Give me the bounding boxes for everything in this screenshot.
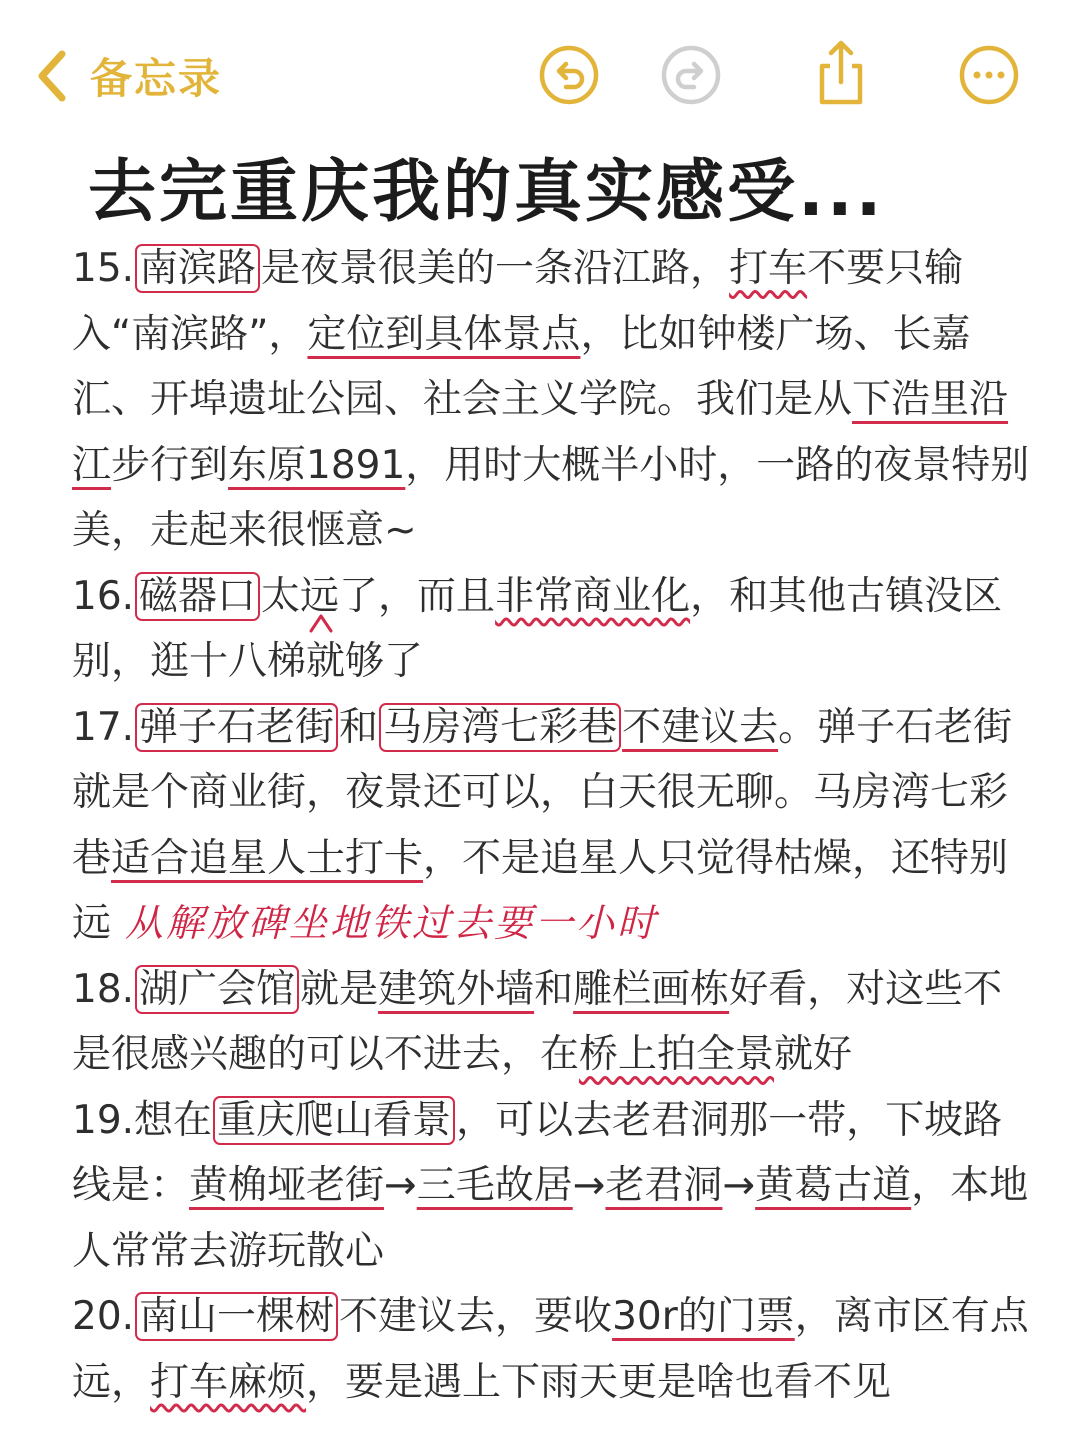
- chevron-left-icon: [34, 48, 68, 104]
- text: ，可以去老君洞那一带，下坡路线是：: [72, 1097, 1003, 1208]
- arrow: →: [384, 1163, 417, 1208]
- underline-highlight: 黄葛古道: [755, 1163, 912, 1208]
- note-item-17: [72, 695, 1032, 957]
- text: ，和其他古镇没区别，逛十八梯就够了: [72, 573, 1003, 684]
- wavy-underline: 非常商业化: [495, 573, 691, 619]
- arrow: →: [572, 1163, 606, 1208]
- text: ，离市区有点远，: [72, 1294, 1029, 1405]
- text: ，用时大概半小时，一路的夜景特别美，走起来很惬意~: [72, 442, 1030, 553]
- item-number: 20.: [72, 1294, 135, 1339]
- underline-highlight: 三毛故居: [416, 1163, 573, 1208]
- note-item-19: [72, 1088, 1032, 1285]
- text: 太远了，而且: [261, 573, 496, 619]
- arrow: →: [722, 1163, 756, 1208]
- boxed-highlight: 弹子石老街: [135, 703, 338, 752]
- back-label: 备忘录: [90, 54, 223, 103]
- wavy-underline: 桥上拍全景: [579, 1032, 775, 1077]
- text: 。弹子石老街就是个商业街，夜景还可以，白天很无聊。马房湾七彩巷: [72, 704, 1013, 881]
- text: 就是: [300, 966, 379, 1012]
- text: 不要只输入“南滨路”，: [72, 246, 964, 357]
- boxed-highlight: 南滨路: [135, 244, 260, 293]
- text: 是夜景很美的一条沿江路，: [261, 246, 730, 291]
- undo-icon: [538, 44, 600, 106]
- text: ，不是追星人只觉得枯燥，还特别远: [72, 835, 1009, 946]
- item-number: 15.: [72, 246, 135, 291]
- underline-highlight: 雕栏画栋: [573, 966, 730, 1012]
- undo-button[interactable]: [538, 44, 600, 106]
- back-button[interactable]: [34, 44, 222, 108]
- text: 好看，对这些不是很感兴趣的可以不进去，在: [72, 966, 1003, 1077]
- note-item-15: [72, 236, 1032, 564]
- note-item-18: [72, 957, 1032, 1088]
- wavy-underline: 打车麻烦: [150, 1359, 307, 1405]
- boxed-highlight: 南山一棵树: [135, 1292, 338, 1341]
- underline-highlight: 东原1891: [228, 442, 406, 488]
- note-title: 去完重庆我的真实感受...: [88, 153, 885, 232]
- underline-highlight: 不建议去: [622, 704, 779, 750]
- more-icon: [958, 44, 1020, 106]
- item-number: 16.: [72, 573, 135, 619]
- underline-highlight: 老君洞: [605, 1163, 723, 1208]
- handwritten-note: 从解放碑坐地铁过去要一小时: [125, 901, 659, 945]
- text: ，本地人常常去游玩散心: [72, 1163, 1029, 1274]
- boxed-highlight: 马房湾七彩巷: [379, 703, 621, 752]
- redo-button[interactable]: [660, 44, 722, 106]
- text: 不建议去，要收: [339, 1294, 613, 1339]
- note-item-16: [72, 564, 1032, 695]
- underline-highlight: 下浩里沿江: [72, 377, 1009, 488]
- text: 和: [534, 966, 574, 1012]
- navigation-bar: [0, 0, 1080, 140]
- underline-highlight: 适合追星人士打卡: [111, 835, 424, 881]
- note-item-20: [72, 1284, 1032, 1415]
- text: 和: [339, 704, 379, 750]
- boxed-highlight: 磁器口: [135, 572, 260, 621]
- note-body[interactable]: [72, 236, 1032, 1415]
- share-icon: [810, 38, 872, 108]
- boxed-highlight: 湖广会馆: [135, 965, 299, 1014]
- more-button[interactable]: [958, 44, 1020, 106]
- text: 就好: [774, 1032, 853, 1077]
- share-button[interactable]: [810, 38, 872, 108]
- underline-highlight: 定位到具体景点: [307, 311, 581, 357]
- item-number: 18.: [72, 966, 135, 1012]
- wavy-underline: 打车: [729, 246, 808, 291]
- boxed-highlight: 重庆爬山看景: [213, 1096, 455, 1145]
- item-number: 19.: [72, 1097, 135, 1143]
- text: 想在: [134, 1097, 213, 1143]
- text: ，比如钟楼广场、长嘉汇、开埠遗址公园、社会主义学院。我们是从: [72, 311, 971, 422]
- underline-highlight: 黄桷垭老街: [189, 1163, 385, 1208]
- redo-icon: [660, 44, 722, 106]
- text: 步行到: [111, 442, 229, 488]
- underline-highlight: 建筑外墙: [378, 966, 535, 1012]
- text: ，要是遇上下雨天更是啥也看不见: [306, 1359, 892, 1405]
- caret-mark: [308, 612, 334, 634]
- item-number: 17.: [72, 704, 135, 750]
- underline-highlight: 30r的门票: [612, 1294, 795, 1339]
